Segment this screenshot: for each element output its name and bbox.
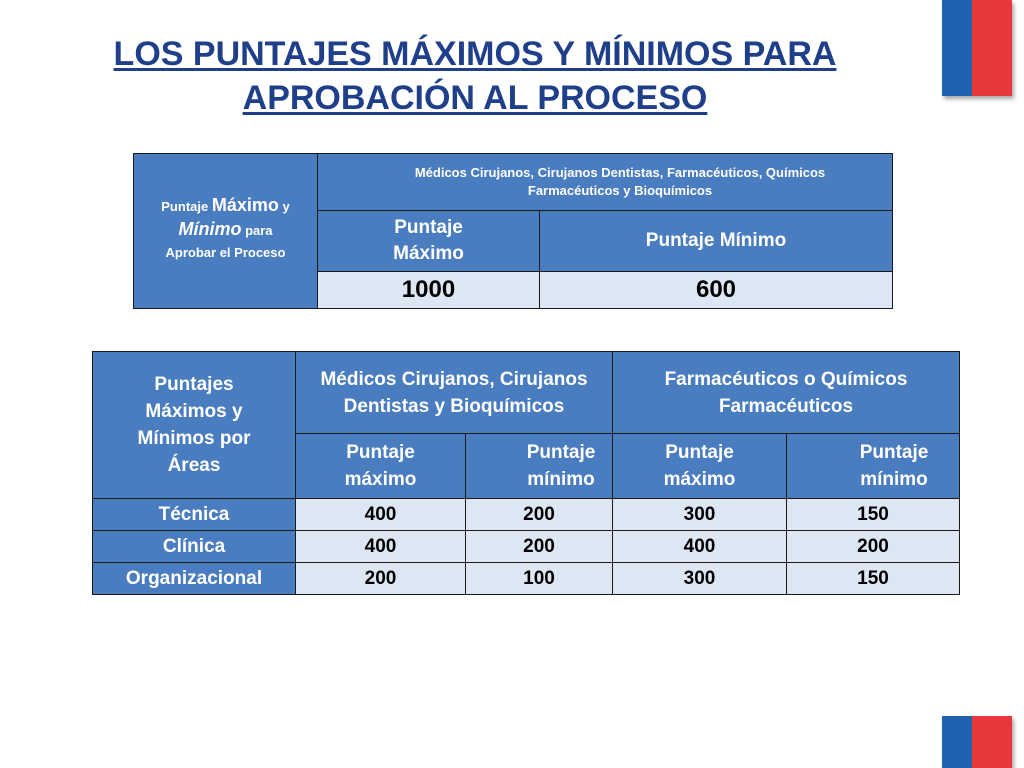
rh-part3: y — [278, 199, 290, 214]
area-corner-header — [93, 352, 296, 499]
rh-part4: Mínimo — [178, 219, 242, 239]
flag-red-stripe — [972, 716, 1012, 768]
area-value: 200 — [466, 499, 613, 531]
overall-col-max-label: Puntaje Máximo — [393, 217, 464, 264]
area-value: 200 — [787, 531, 960, 563]
area-g2-sub-min — [787, 434, 960, 499]
area-value: 400 — [613, 531, 787, 563]
area-g1-sub-min — [466, 434, 613, 499]
area-g1-sub-max-label: Puntaje máximo — [344, 442, 417, 490]
title-line-2: APROBACIÓN AL PROCESO — [242, 79, 708, 117]
area-g1-sub-min-label: Puntaje mínimo — [526, 442, 596, 490]
flag-decoration-bottom — [942, 716, 1012, 768]
overall-value-max: 1000 — [318, 272, 540, 309]
area-name: Técnica — [93, 499, 296, 531]
area-value: 300 — [613, 563, 787, 595]
area-corner-label: Puntajes Máximos y Mínimos por Áreas — [137, 374, 251, 476]
area-value: 400 — [296, 499, 466, 531]
rh-part6: Aprobar el Proceso — [165, 245, 286, 260]
flag-red-stripe — [972, 0, 1012, 96]
rh-part1: Puntaje — [161, 199, 212, 214]
overall-col-min: Puntaje Mínimo — [540, 211, 893, 272]
area-group1-header: Médicos Cirujanos, Cirujanos Dentistas y Bioquímicos — [296, 352, 613, 434]
area-g2-sub-max — [613, 434, 787, 499]
area-value: 400 — [296, 531, 466, 563]
flag-blue-stripe — [942, 0, 972, 96]
table-row — [93, 531, 960, 563]
flag-decoration-top — [942, 0, 1012, 96]
area-g2-sub-min-label: Puntaje mínimo — [859, 442, 929, 490]
table-row — [93, 563, 960, 595]
title-line-1: LOS PUNTAJES MÁXIMOS Y MÍNIMOS PARA — [113, 35, 837, 73]
table-row — [93, 499, 960, 531]
area-group2-label: Farmacéuticos o Químicos Farmacéuticos — [664, 368, 908, 417]
rh-part5: para — [241, 223, 273, 238]
area-value: 100 — [466, 563, 613, 595]
rh-part2: Máximo — [211, 195, 279, 215]
area-value: 300 — [613, 499, 787, 531]
area-score-table — [92, 351, 960, 595]
page-title — [40, 32, 910, 120]
overall-col-max — [318, 211, 540, 272]
area-value: 200 — [296, 563, 466, 595]
area-value: 150 — [787, 499, 960, 531]
area-value: 200 — [466, 531, 613, 563]
area-g1-sub-max — [296, 434, 466, 499]
area-g2-sub-max-label: Puntaje máximo — [663, 442, 736, 490]
overall-score-table — [133, 153, 893, 309]
overall-group-header: Médicos Cirujanos, Cirujanos Dentistas, Farmacéuticos, Químicos Farmacéuticos y Bioquímicos — [318, 154, 893, 211]
flag-blue-stripe — [942, 716, 972, 768]
area-value: 150 — [787, 563, 960, 595]
area-name: Organizacional — [93, 563, 296, 595]
overall-value-min: 600 — [540, 272, 893, 309]
overall-row-header — [134, 154, 318, 309]
area-group2-header — [613, 352, 960, 434]
area-name: Clínica — [93, 531, 296, 563]
